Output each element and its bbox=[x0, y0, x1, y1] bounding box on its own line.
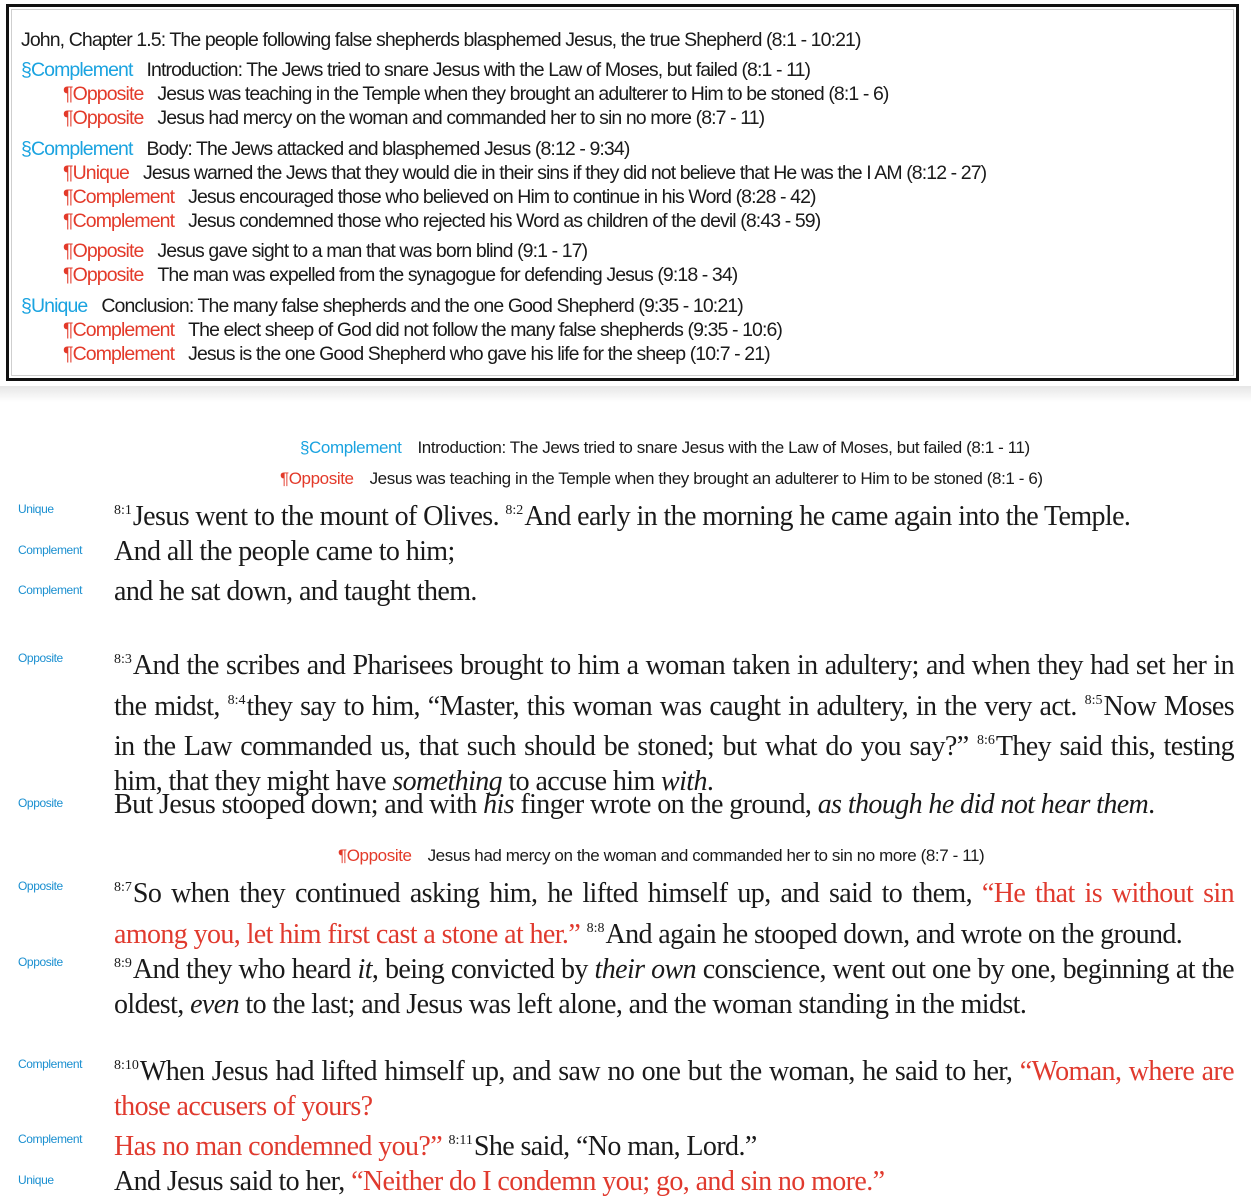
structure-label: Complement bbox=[18, 583, 83, 597]
verse-text: And Jesus said to her, bbox=[114, 1166, 345, 1197]
paragraph-tag: ¶Opposite bbox=[338, 846, 412, 865]
structure-label: Opposite bbox=[18, 651, 63, 665]
section-header bbox=[300, 437, 1030, 459]
outline-tag: §Unique bbox=[21, 295, 88, 317]
structure-label: Unique bbox=[18, 502, 54, 516]
verse-italic: their own bbox=[594, 954, 697, 985]
outline-tag: ¶Opposite bbox=[63, 240, 144, 262]
verse-number: 8:9 bbox=[114, 956, 132, 971]
outline-desc: Jesus encouraged those who believed on Him to continue in his Word (8:28 - 42) bbox=[188, 186, 816, 208]
outline-tag: ¶Opposite bbox=[63, 83, 144, 105]
outline-desc: Jesus is the one Good Shepherd who gave his life for the sheep (10:7 - 21) bbox=[188, 343, 770, 365]
outline-paragraph-row bbox=[63, 342, 770, 366]
verse-line bbox=[114, 1124, 1234, 1165]
paragraph-header-1 bbox=[280, 468, 1043, 490]
red-letter-text: “Neither do I condemn you; go, and sin no more.” bbox=[351, 1166, 885, 1197]
verse-number: 8:8 bbox=[586, 920, 605, 936]
verse-italic: as though he did not hear them bbox=[817, 789, 1149, 820]
structure-label: Complement bbox=[18, 1057, 83, 1071]
verse-text: But Jesus stooped down; and with bbox=[114, 789, 477, 820]
red-letter-text: “Woman, where are those accusers of yours? bbox=[114, 1056, 1234, 1122]
verse-number: 8:10 bbox=[114, 1058, 139, 1073]
verse-number: 8:1 bbox=[114, 503, 132, 518]
verse-line bbox=[114, 788, 1234, 823]
verse-text: She said, “No man, Lord.” bbox=[473, 1131, 757, 1162]
section-desc: Introduction: The Jews tried to snare Jesus with the Law of Moses, but failed (8:1 - 11) bbox=[417, 438, 1030, 457]
verse-text: They said this, testing him, that they might have bbox=[114, 731, 1235, 797]
verse-text: When Jesus had lifted himself up, and saw no one but the woman, he said to her, bbox=[139, 1056, 1013, 1087]
outline-section-row bbox=[21, 294, 743, 318]
verse-paragraph bbox=[114, 643, 1234, 799]
outline-desc: Jesus warned the Jews that they would die in their sins if they did not believe that He was the I AM (8:12 - 27) bbox=[142, 162, 987, 184]
outline-tag: ¶Complement bbox=[63, 210, 175, 232]
red-letter-text: “He that is without sin among you, let him first cast a stone at her.” bbox=[114, 878, 1234, 950]
paragraph-desc: Jesus had mercy on the woman and commanded her to sin no more (8:7 - 11) bbox=[427, 846, 985, 865]
verse-line bbox=[114, 494, 1234, 535]
outline-section-row bbox=[21, 137, 629, 161]
verse-number: 8:2 bbox=[505, 503, 524, 518]
outline-desc: The elect sheep of God did not follow the many false shepherds (9:35 - 10:6) bbox=[188, 319, 783, 341]
verse-text: . bbox=[706, 765, 714, 797]
verse-number: 8:5 bbox=[1084, 692, 1103, 708]
structure-label: Opposite bbox=[18, 879, 63, 893]
outline-desc: Conclusion: The many false shepherds and the one Good Shepherd (9:35 - 10:21) bbox=[101, 295, 743, 317]
outline-tag: ¶Complement bbox=[63, 343, 175, 365]
structure-label: Complement bbox=[18, 1132, 83, 1146]
outline-desc: Jesus condemned those who rejected his Word as children of the devil (8:43 - 59) bbox=[188, 210, 821, 232]
structure-label: Unique bbox=[18, 1173, 54, 1187]
red-letter-text: Has no man condemned you?” bbox=[114, 1131, 443, 1162]
outline-tag: ¶Unique bbox=[63, 162, 129, 184]
verse-italic: with bbox=[661, 765, 707, 797]
verse-number: 8:7 bbox=[114, 880, 132, 895]
paragraph-desc: Jesus was teaching in the Temple when they brought an adulterer to Him to be stoned (8:1 - 6) bbox=[369, 469, 1043, 488]
outline-box bbox=[6, 4, 1239, 381]
paragraph-header-2 bbox=[338, 845, 984, 867]
structure-label: Opposite bbox=[18, 796, 63, 810]
verse-line: And all the people came to him; bbox=[114, 536, 455, 567]
verse-line bbox=[114, 1165, 1234, 1200]
outline-paragraph-row bbox=[63, 82, 889, 106]
verse-paragraph bbox=[114, 1049, 1234, 1124]
verse-number: 8:11 bbox=[448, 1133, 473, 1148]
verse-text: And again he stooped down, and wrote on the ground. bbox=[605, 918, 1183, 950]
outline-tag: ¶Opposite bbox=[63, 107, 144, 129]
verse-text: , being convicted by bbox=[371, 954, 588, 985]
verse-text: And early in the morning he came again into the Temple. bbox=[524, 501, 1131, 532]
outline-tag: §Complement bbox=[21, 138, 133, 160]
outline-title: John, Chapter 1.5: The people following false shepherds blasphemed Jesus, the true Shepherd (8:1 - 10:21) bbox=[21, 29, 861, 51]
verse-text: So when they continued asking him, he lifted himself up, and said to them, bbox=[132, 878, 973, 909]
verse-italic: something bbox=[392, 765, 503, 797]
verse-italic: his bbox=[483, 789, 514, 820]
outline-paragraph-row bbox=[63, 209, 820, 233]
verse-text: to accuse him bbox=[508, 765, 655, 797]
verse-text: conscience, went out one by one, beginning at the oldest, bbox=[114, 954, 1234, 1020]
verse-italic: even bbox=[190, 988, 239, 1020]
verse-italic: it bbox=[357, 954, 372, 985]
paragraph-tag: ¶Opposite bbox=[280, 469, 354, 488]
outline-desc: Body: The Jews attacked and blasphemed Jesus (8:12 - 9:34) bbox=[146, 138, 630, 160]
outline-paragraph-row bbox=[63, 185, 816, 209]
verse-text: . bbox=[1148, 789, 1155, 820]
outline-desc: Jesus had mercy on the woman and commanded her to sin no more (8:7 - 11) bbox=[157, 107, 765, 129]
outline-paragraph-row bbox=[63, 239, 587, 263]
outline-paragraph-row bbox=[63, 318, 782, 342]
verse-number: 8:6 bbox=[977, 733, 995, 748]
verse-text: they say to him, “Master, this woman was caught in adultery, in the very act. bbox=[246, 690, 1077, 722]
outline-desc: Jesus gave sight to a man that was born blind (9:1 - 17) bbox=[157, 240, 588, 262]
outline-tag: §Complement bbox=[21, 59, 133, 81]
outline-desc: Introduction: The Jews tried to snare Jesus with the Law of Moses, but failed (8:1 - 11) bbox=[146, 59, 811, 81]
structure-label: Opposite bbox=[18, 955, 63, 969]
verse-text: And the scribes and Pharisees brought to him a woman taken in adultery; and when they had set her in the midst, bbox=[114, 650, 1234, 722]
verse-text: Jesus went to the mount of Olives. bbox=[132, 501, 500, 532]
outline-paragraph-row bbox=[63, 161, 986, 185]
outline-tag: ¶Opposite bbox=[63, 264, 144, 286]
section-tag: §Complement bbox=[300, 438, 402, 457]
verse-number: 8:4 bbox=[227, 692, 246, 708]
verse-text: Now Moses in the Law commanded us, that such should be stoned; but what do you say?” bbox=[114, 690, 1234, 762]
verse-line: and he sat down, and taught them. bbox=[114, 576, 477, 607]
outline-paragraph-row bbox=[63, 106, 764, 130]
outline-paragraph-row bbox=[63, 263, 737, 287]
verse-text: And they who heard bbox=[132, 954, 351, 985]
structure-label: Complement bbox=[18, 543, 83, 557]
outline-desc: The man was expelled from the synagogue for defending Jesus (9:18 - 34) bbox=[157, 264, 738, 286]
outline-desc: Jesus was teaching in the Temple when they brought an adulterer to Him to be stoned (8:1 - 6) bbox=[157, 83, 889, 105]
outline-section-row bbox=[21, 58, 810, 82]
outline-tag: ¶Complement bbox=[63, 186, 175, 208]
verse-text: to the last; and Jesus was left alone, and the woman standing in the midst. bbox=[245, 988, 1027, 1020]
verse-text: finger wrote on the ground, bbox=[520, 789, 812, 820]
page-divider bbox=[0, 386, 1251, 402]
verse-paragraph bbox=[114, 947, 1234, 1022]
verse-paragraph bbox=[114, 871, 1234, 952]
verse-number: 8:3 bbox=[114, 652, 132, 667]
outline-tag: ¶Complement bbox=[63, 319, 175, 341]
